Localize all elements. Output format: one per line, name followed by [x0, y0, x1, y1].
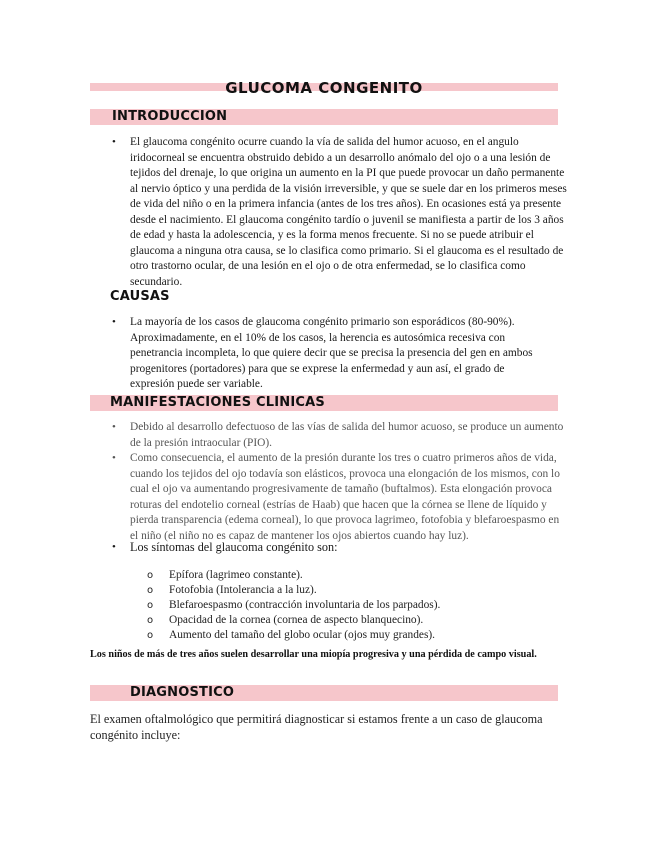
- causas-text: La mayoría de los casos de glaucoma congénito primario son esporádicos (80-90%). Aproximadamente, en el 10% de los casos, la herencia es autosómica recesiva con penetrancia incompleta, lo que quiere decir que se precisa la presencia del gen en ambos progenitores (portadores) para que se exprese la enfermedad y aun así, el grado de expresión puede ser variable.: [130, 316, 533, 390]
- circle-bullet-icon: o: [147, 600, 154, 611]
- manifestaciones-text-2: Como consecuencia, el aumento de la presión durante los tres o cuatro primeros años de vida, cuando los tejidos del ojo todavía son elásticos, provoca una elongación de los mismos, con lo cual el ojo va aumentando progresivamente de tamaño (buftalmos). Esta elongación provoca roturas del endotelio corneal (estrías de Haab) que hacen que la córnea se llene de líquido y pierda transparencia (edema corneal), lo que provoca lagrimeo, fotofobia y blefaroespasmo en el niño (el niño no es capaz de mantener los ojos abiertos cuando hay luz).: [130, 452, 560, 542]
- bullet-icon: •: [112, 421, 116, 433]
- section-heading-intro: [90, 108, 558, 126]
- manifestaciones-text-1: Debido al desarrollo defectuoso de las vías de salida del humor acuoso, se produce un aumento de la presión intraocular (PIO).: [130, 421, 564, 449]
- sintomas-intro: Los síntomas del glaucoma congénito son:: [130, 540, 338, 554]
- title-block: [90, 77, 558, 99]
- document-title: GLUCOMA CONGENITO: [225, 79, 423, 97]
- section-heading-diagnostico: [90, 684, 558, 702]
- sintomas-list: [147, 568, 547, 643]
- circle-bullet-icon: o: [147, 570, 154, 581]
- bold-note: Los niños de más de tres años suelen desarrollar una miopía progresiva y una pérdida de campo visual.: [90, 649, 537, 660]
- section-heading-causas: [90, 288, 558, 306]
- list-item: o Blefaroespasmo (contracción involuntaria de los parpados).: [147, 599, 441, 611]
- heading-label: CAUSAS: [110, 289, 170, 304]
- section-heading-manifestaciones: [90, 394, 558, 412]
- intro-text: El glaucoma congénito ocurre cuando la vía de salida del humor acuoso, en el angulo iridocorneal se encuentra obstruido debido a un desarrollo anómalo del ojo o a una lesión de tejidos del drenaje, lo que origina un aumento en la PI que puede provocar un daño permanente al nervio óptico y una perdida de la visión irreversible, y que se suele dar en los primeros meses de vida del niño o en la primera infancia (antes de los tres años). En ocasiones está ya presente desde el nacimiento. El glaucoma congénito tardío o juvenil se manifiesta a partir de los 3 años de edad y hasta la adolescencia, y es la forma menos frecuente. Si no se puede atribuir el glaucoma a ninguna otra causa, se lo clasifica como primario. Si el glaucoma es el resultado de otro trastorno ocular, de una lesión en el ojo o de otra enfermedad, se lo clasifica como secundario.: [130, 136, 567, 288]
- circle-bullet-icon: o: [147, 630, 154, 641]
- diagnostico-text: El examen oftalmológico que permitirá diagnosticar si estamos frente a un caso de glaucoma congénito incluye:: [90, 712, 543, 742]
- heading-label: MANIFESTACIONES CLINICAS: [110, 395, 325, 410]
- list-item: o Opacidad de la cornea (cornea de aspecto blanquecino).: [147, 614, 424, 626]
- circle-bullet-icon: o: [147, 585, 154, 596]
- heading-label: DIAGNOSTICO: [130, 685, 235, 700]
- bullet-icon: •: [112, 316, 116, 328]
- circle-bullet-icon: o: [147, 615, 154, 626]
- list-item: o Aumento del tamaño del globo ocular (ojos muy grandes).: [147, 629, 436, 641]
- bullet-icon: •: [112, 541, 116, 553]
- heading-label: INTRODUCCION: [112, 109, 228, 124]
- list-item: o Epífora (lagrimeo constante).: [147, 569, 303, 581]
- bullet-icon: •: [112, 452, 116, 464]
- bullet-icon: •: [112, 136, 116, 148]
- list-item: o Fotofobia (Intolerancia a la luz).: [147, 584, 317, 596]
